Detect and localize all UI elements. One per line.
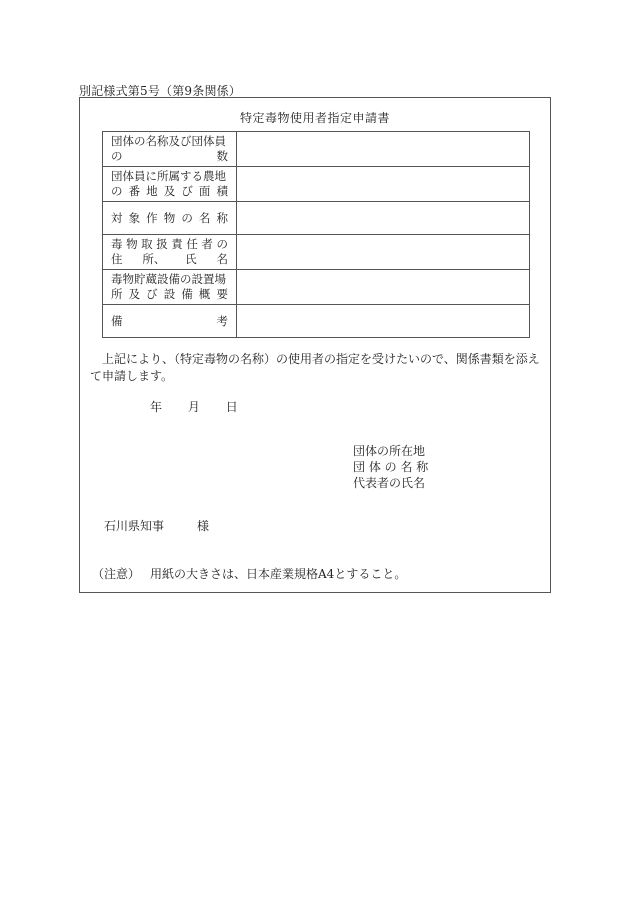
addressee-name: 石川県知事 [104,519,165,533]
label-segment: の [216,237,228,251]
applicant-address-label: 団体の所在地 [353,444,426,458]
label-segment: 住 [111,252,123,266]
date-month: 月 [187,400,200,414]
form-row-value-field[interactable] [237,270,530,305]
form-row [103,132,530,167]
label-segment: 番 [128,184,141,198]
label-segment: 者 [201,237,213,251]
label-segment: の [181,210,193,225]
application-statement: 上記により、（特定毒物の名称）の使用者の指定を受けたいので、関係書類を添えて申請します。 [90,352,540,383]
date-line [150,398,238,415]
applicant-name-label: 団 体 の 名 称 [353,460,429,474]
label-segment: 物 [126,237,138,251]
application-fields-table [102,131,530,338]
label-segment: 設 [163,287,176,301]
form-row [103,202,530,235]
label-segment: 物 [163,210,176,225]
addressee-honorific: 様 [197,519,210,533]
form-row-label [103,305,237,338]
label-segment: 毒物貯蔵設備の設置場 [111,272,226,286]
label-segment: 数 [216,149,228,163]
form-row-label-line1 [111,169,228,184]
form-row [103,167,530,202]
label-segment: 象 [128,210,141,225]
form-row-label-line1 [111,237,228,252]
form-title: 特定毒物使用者指定申請書 [239,111,390,125]
label-segment: 任 [186,237,198,251]
label-segment: 団体の名称及び団体員 [111,134,226,148]
label-segment: の [111,184,123,198]
label-segment: 称 [216,210,228,225]
label-segment: 扱 [156,237,168,251]
form-row-value-field[interactable] [237,235,530,270]
label-segment: 積 [216,184,228,198]
note-label: （注意） [92,567,141,581]
form-row-label-line1 [111,211,228,226]
label-segment: 作 [146,210,158,225]
label-segment: 地 [146,184,158,198]
form-row-value-field[interactable] [237,167,530,202]
label-segment: 所 [111,287,123,301]
note-line [92,565,406,582]
label-segment: 団体員に所属する農地 [111,169,226,183]
label-segment: 所、 [142,252,166,266]
form-row-label-line2 [111,252,228,267]
addressee-line [104,517,209,534]
label-segment: 毒 [111,237,123,251]
form-row-label-line1 [111,134,228,149]
date-year: 年 [150,400,163,414]
label-segment: び [181,184,193,198]
form-row-label-line2 [111,287,228,302]
form-row-label-line1 [111,314,228,329]
form-row-label-line2 [111,149,228,164]
label-segment: 及 [163,184,176,198]
form-row-label-line1 [111,272,228,287]
label-segment: 氏 [185,252,197,266]
label-segment: 要 [216,287,228,301]
label-segment: 備 [181,287,193,301]
applicant-representative-label: 代表者の氏名 [353,476,426,490]
form-row-label [103,235,237,270]
form-row-label [103,270,237,305]
note-text: 用紙の大きさは、日本産業規格A4とすること。 [150,567,407,581]
label-segment: 考 [216,313,228,328]
form-row-value-field[interactable] [237,202,530,235]
form-row-label [103,132,237,167]
label-segment: 対 [111,210,123,225]
form-row-label [103,167,237,202]
application-form-frame [79,97,551,593]
label-segment: 概 [198,287,211,301]
label-segment: 名 [198,210,211,225]
label-segment: び [146,287,158,301]
label-segment: 取 [141,237,153,251]
form-row [103,305,530,338]
label-segment: 及 [128,287,141,301]
form-row [103,235,530,270]
label-segment: の [111,149,123,163]
form-number-label: 別記様式第5号（第9条関係） [79,84,242,98]
label-segment: 名 [216,252,228,266]
form-row-label [103,202,237,235]
date-day: 日 [225,400,238,414]
label-segment: 備 [111,313,123,328]
form-row [103,270,530,305]
form-row-label-line2 [111,184,228,199]
form-row-value-field[interactable] [237,305,530,338]
form-row-value-field[interactable] [237,132,530,167]
label-segment: 責 [171,237,183,251]
applicant-block [353,443,428,491]
label-segment: 面 [198,184,211,198]
